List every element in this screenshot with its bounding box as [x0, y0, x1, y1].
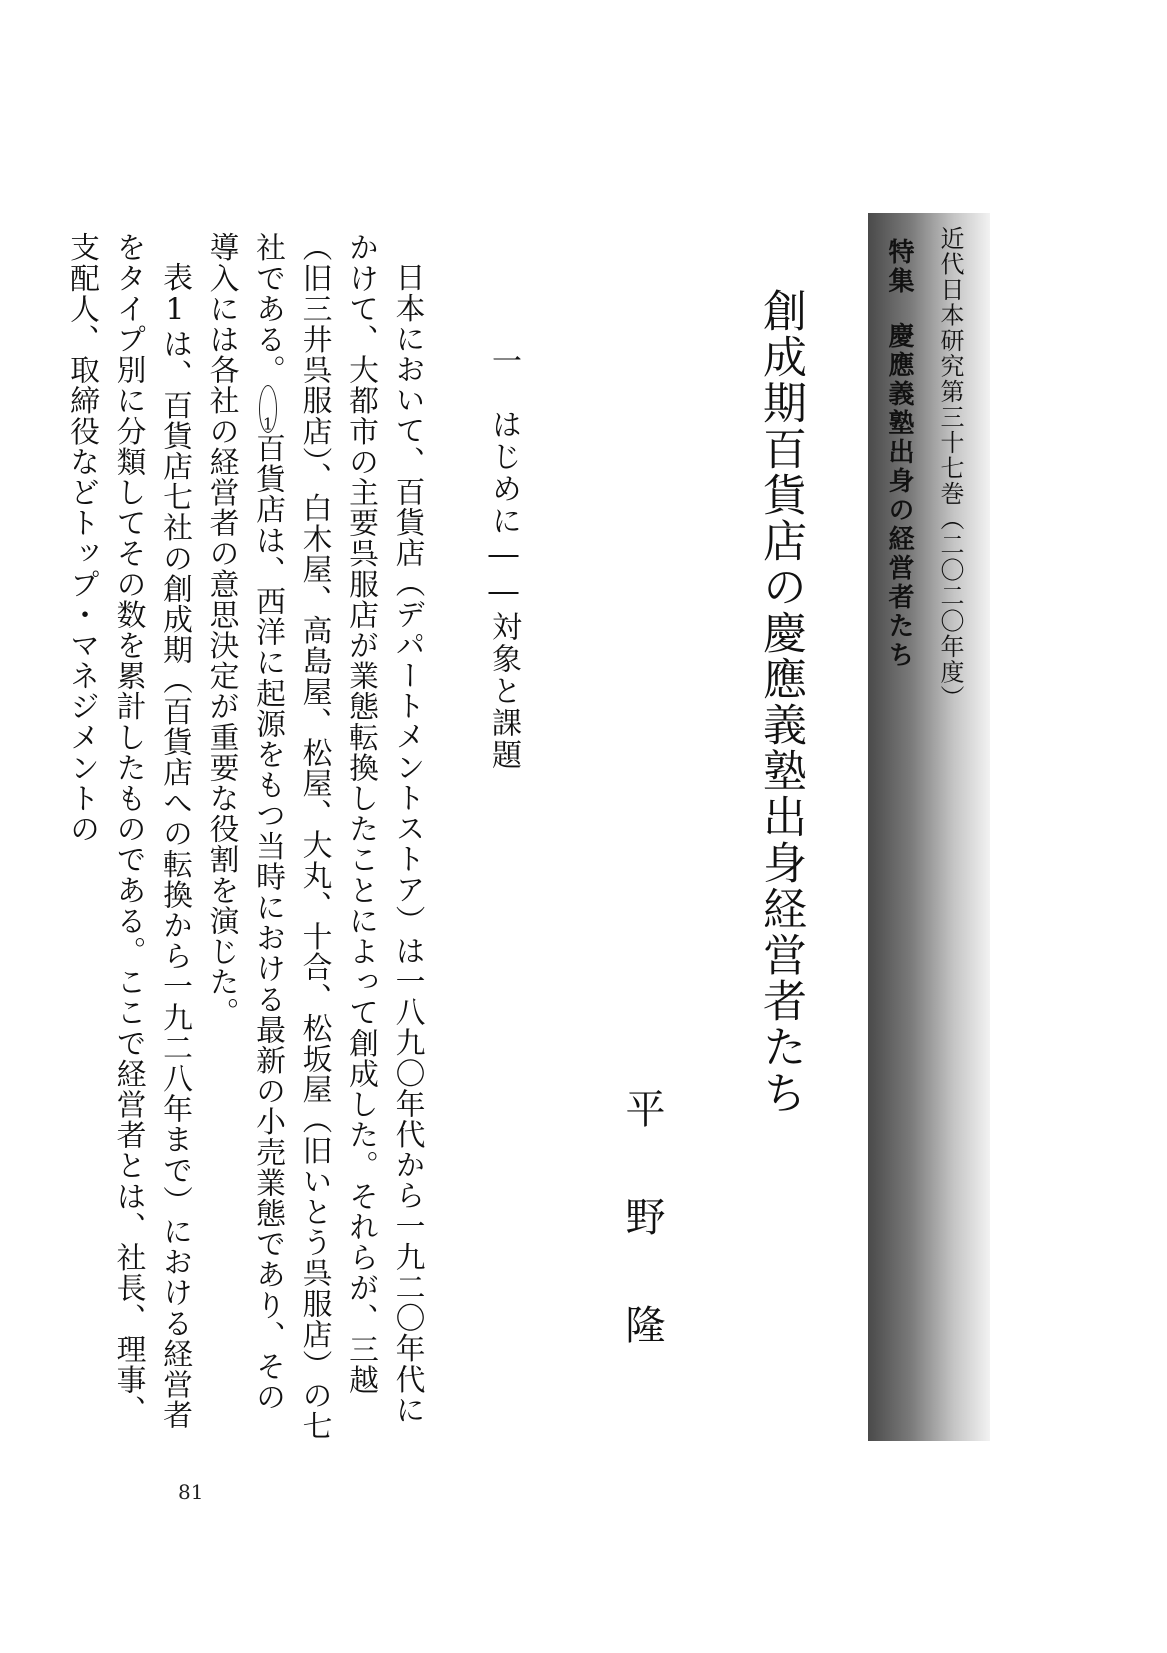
paragraph-1	[198, 232, 431, 1442]
author-name: 平野隆	[619, 1088, 665, 1412]
journal-header: 近代日本研究第三十七巻（二〇二〇年度）	[936, 226, 964, 711]
footnote-ref[interactable]: 1	[259, 385, 277, 433]
section-heading: 一 はじめに――対象と課題	[486, 345, 521, 771]
paragraph-2: 表1は、百貨店七社の創成期（百貨店への転換から一九二八年まで）における経営者をタイプ別に分類してその数を累計したものである。ここで経営者とは、社長、理事、支配人、取締役などトップ・マネジメントの	[64, 232, 193, 1430]
special-issue-label: 特集	[884, 238, 914, 296]
special-issue-theme: 慶應義塾出身の経営者たち	[884, 322, 914, 670]
special-issue	[886, 238, 912, 670]
paragraph-1-text-b: 百貨店は、西洋に起源をもつ当時における最新の小売業態であり、その導入には各社の経営者の意思決定が重要な役割を演じた。	[204, 232, 286, 1412]
page-number: 81	[178, 1480, 204, 1504]
paragraph-1-text-a: 日本において、百貨店（デパートメントストア）は一八九〇年代から一九二〇年代にかけて、大都市の主要呉服店が業態転換したことによって創成した。それらが、三越（旧三井呉服店）、白木屋、高島屋、松屋、大丸、十合、松坂屋（旧いとう呉服店）の七社である。	[250, 232, 425, 1442]
body-text	[64, 232, 430, 1442]
article-title: 創成期百貨店の慶應義塾出身経営者たち	[755, 288, 806, 1116]
